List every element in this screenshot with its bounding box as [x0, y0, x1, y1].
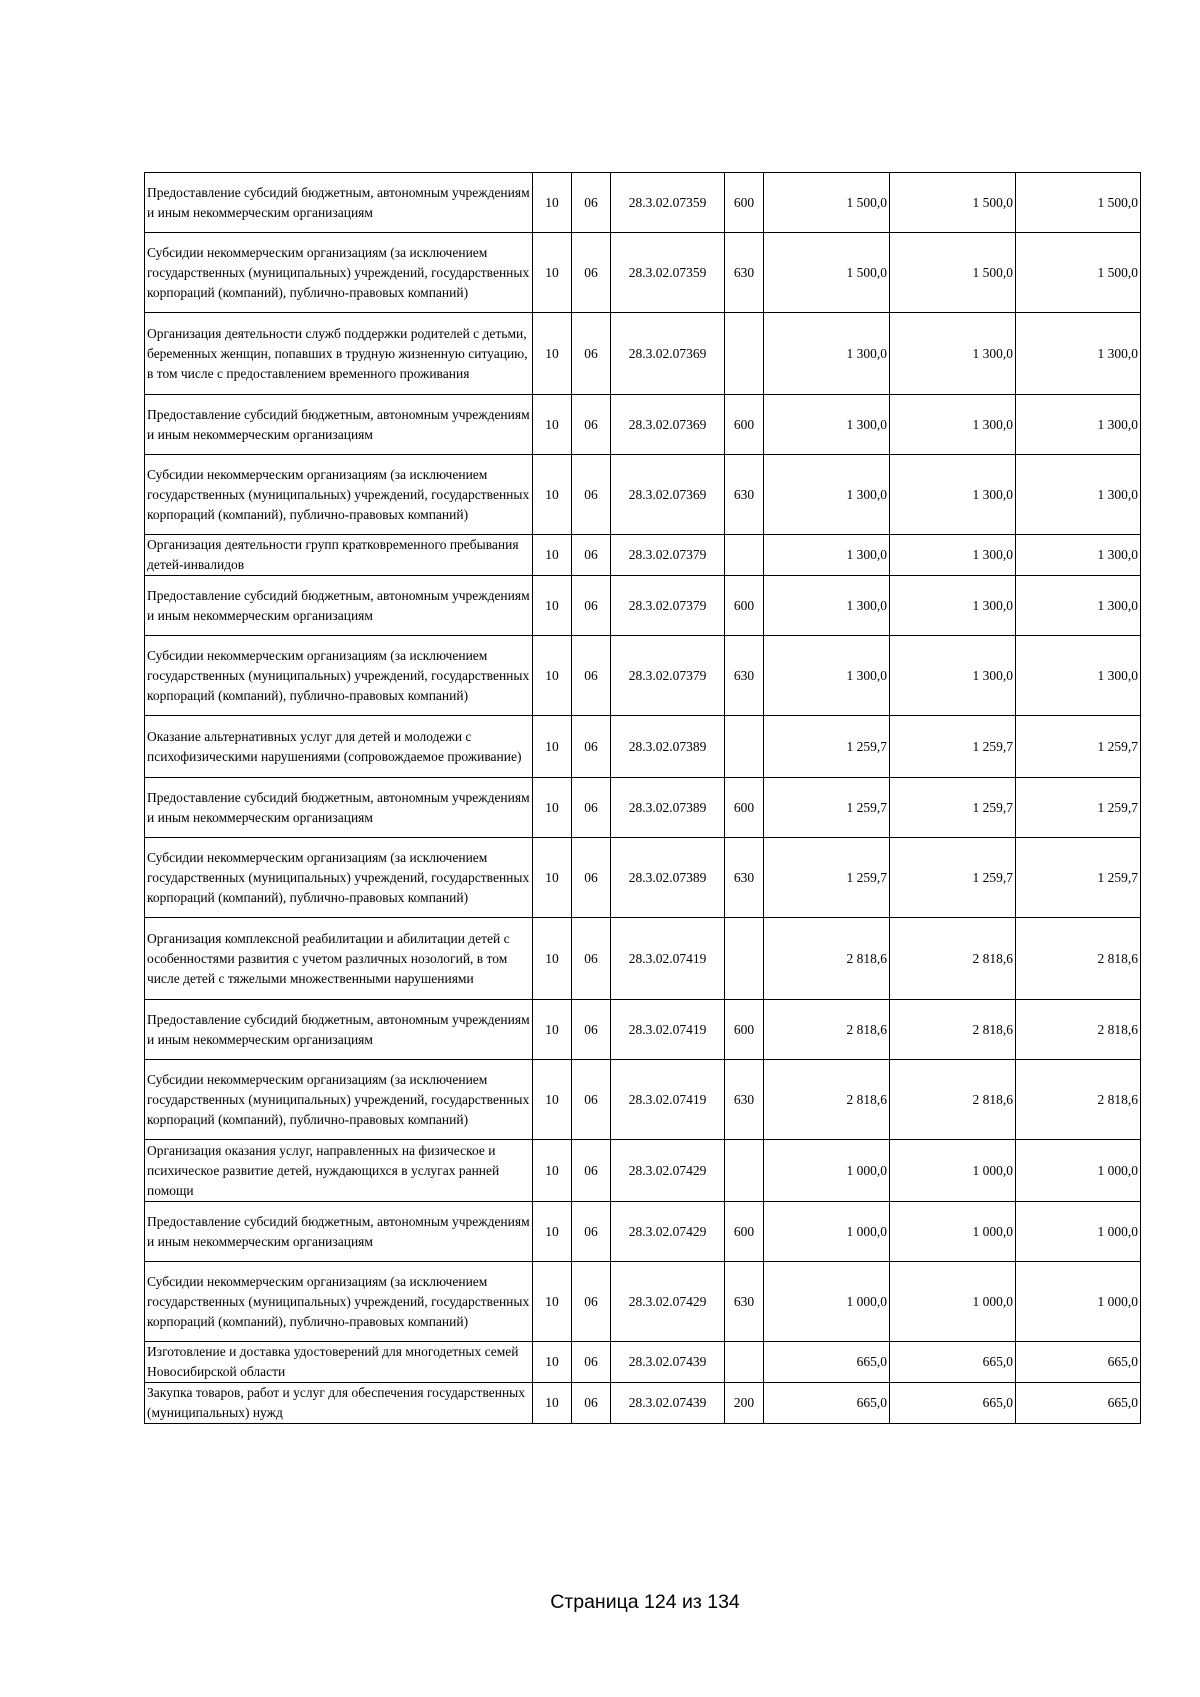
section-code: 10: [533, 1262, 572, 1342]
target-article-code: 28.3.02.07439: [611, 1383, 725, 1424]
expense-type-code: 630: [725, 1060, 764, 1140]
amount-year-3: 1 000,0: [1016, 1140, 1141, 1202]
expense-type-code: 600: [725, 1000, 764, 1060]
section-code: 10: [533, 1202, 572, 1262]
amount-year-3: 1 300,0: [1016, 636, 1141, 716]
subsection-code: 06: [572, 716, 611, 778]
page-number: Страница 124 из 134: [550, 1591, 740, 1613]
amount-year-1: 1 300,0: [764, 455, 890, 535]
amount-year-2: 1 000,0: [890, 1202, 1016, 1262]
row-description: Субсидии некоммерческим организациям (за исключением государственных (муниципальных) учреждений, государственных корпораций (компаний), публично-правовых компаний): [145, 838, 533, 918]
target-article-code: 28.3.02.07369: [611, 455, 725, 535]
table-row: [145, 313, 1141, 395]
amount-year-2: 1 300,0: [890, 576, 1016, 636]
table-row: [145, 1060, 1141, 1140]
amount-year-2: 665,0: [890, 1383, 1016, 1424]
section-code: 10: [533, 455, 572, 535]
expense-type-code: [725, 918, 764, 1000]
row-description: Субсидии некоммерческим организациям (за исключением государственных (муниципальных) учреждений, государственных корпораций (компаний), публично-правовых компаний): [145, 455, 533, 535]
table-row: [145, 535, 1141, 576]
amount-year-3: 1 300,0: [1016, 455, 1141, 535]
subsection-code: 06: [572, 778, 611, 838]
amount-year-2: 1 300,0: [890, 535, 1016, 576]
amount-year-2: 1 259,7: [890, 838, 1016, 918]
budget-table: [144, 172, 1141, 1424]
target-article-code: 28.3.02.07359: [611, 233, 725, 313]
amount-year-3: 1 300,0: [1016, 576, 1141, 636]
amount-year-1: 1 500,0: [764, 173, 890, 233]
row-description: Субсидии некоммерческим организациям (за исключением государственных (муниципальных) учреждений, государственных корпораций (компаний), публично-правовых компаний): [145, 636, 533, 716]
amount-year-1: 1 500,0: [764, 233, 890, 313]
expense-type-code: [725, 1140, 764, 1202]
amount-year-2: 2 818,6: [890, 1060, 1016, 1140]
table-row: [145, 1262, 1141, 1342]
expense-type-code: 600: [725, 395, 764, 455]
target-article-code: 28.3.02.07419: [611, 1060, 725, 1140]
expense-type-code: [725, 716, 764, 778]
row-description: Предоставление субсидий бюджетным, автономным учреждениям и иным некоммерческим организациям: [145, 173, 533, 233]
amount-year-3: 665,0: [1016, 1342, 1141, 1383]
table-row: [145, 576, 1141, 636]
section-code: 10: [533, 233, 572, 313]
section-code: 10: [533, 1342, 572, 1383]
row-description: Субсидии некоммерческим организациям (за исключением государственных (муниципальных) учреждений, государственных корпораций (компаний), публично-правовых компаний): [145, 1060, 533, 1140]
section-code: 10: [533, 1383, 572, 1424]
expense-type-code: 600: [725, 173, 764, 233]
amount-year-3: 1 300,0: [1016, 535, 1141, 576]
section-code: 10: [533, 918, 572, 1000]
row-description: Субсидии некоммерческим организациям (за исключением государственных (муниципальных) учреждений, государственных корпораций (компаний), публично-правовых компаний): [145, 233, 533, 313]
row-description: Предоставление субсидий бюджетным, автономным учреждениям и иным некоммерческим организациям: [145, 576, 533, 636]
amount-year-2: 1 300,0: [890, 395, 1016, 455]
amount-year-2: 2 818,6: [890, 918, 1016, 1000]
subsection-code: 06: [572, 535, 611, 576]
row-description: Субсидии некоммерческим организациям (за исключением государственных (муниципальных) учреждений, государственных корпораций (компаний), публично-правовых компаний): [145, 1262, 533, 1342]
expense-type-code: 600: [725, 1202, 764, 1262]
amount-year-3: 1 259,7: [1016, 716, 1141, 778]
subsection-code: 06: [572, 918, 611, 1000]
table-row: [145, 1000, 1141, 1060]
expense-type-code: 630: [725, 838, 764, 918]
subsection-code: 06: [572, 1342, 611, 1383]
amount-year-2: 1 000,0: [890, 1140, 1016, 1202]
target-article-code: 28.3.02.07419: [611, 1000, 725, 1060]
section-code: 10: [533, 778, 572, 838]
amount-year-1: 665,0: [764, 1383, 890, 1424]
target-article-code: 28.3.02.07389: [611, 838, 725, 918]
row-description: Организация деятельности служб поддержки родителей с детьми, беременных женщин, попавших в трудную жизненную ситуацию, в том числе с предоставлением временного проживания: [145, 313, 533, 395]
target-article-code: 28.3.02.07369: [611, 313, 725, 395]
table-row: [145, 455, 1141, 535]
expense-type-code: 630: [725, 1262, 764, 1342]
target-article-code: 28.3.02.07379: [611, 576, 725, 636]
section-code: 10: [533, 838, 572, 918]
target-article-code: 28.3.02.07389: [611, 716, 725, 778]
table-row: [145, 233, 1141, 313]
row-description: Изготовление и доставка удостоверений для многодетных семей Новосибирской области: [145, 1342, 533, 1383]
amount-year-3: 1 500,0: [1016, 173, 1141, 233]
target-article-code: 28.3.02.07379: [611, 535, 725, 576]
amount-year-2: 1 300,0: [890, 455, 1016, 535]
expense-type-code: 630: [725, 233, 764, 313]
table-row: [145, 716, 1141, 778]
amount-year-3: 1 300,0: [1016, 395, 1141, 455]
table-row: [145, 838, 1141, 918]
amount-year-1: 1 000,0: [764, 1140, 890, 1202]
amount-year-2: 1 259,7: [890, 778, 1016, 838]
amount-year-2: 1 300,0: [890, 313, 1016, 395]
amount-year-1: 1 259,7: [764, 716, 890, 778]
row-description: Предоставление субсидий бюджетным, автономным учреждениям и иным некоммерческим организациям: [145, 778, 533, 838]
target-article-code: 28.3.02.07379: [611, 636, 725, 716]
amount-year-3: 1 500,0: [1016, 233, 1141, 313]
subsection-code: 06: [572, 636, 611, 716]
table-row: [145, 1383, 1141, 1424]
row-description: Предоставление субсидий бюджетным, автономным учреждениям и иным некоммерческим организациям: [145, 395, 533, 455]
amount-year-3: 1 000,0: [1016, 1202, 1141, 1262]
amount-year-2: 1 500,0: [890, 233, 1016, 313]
subsection-code: 06: [572, 1202, 611, 1262]
table-row: [145, 1140, 1141, 1202]
section-code: 10: [533, 1000, 572, 1060]
amount-year-2: 665,0: [890, 1342, 1016, 1383]
row-description: Организация комплексной реабилитации и абилитации детей с особенностями развития с учетом различных нозологий, в том числе детей с тяжелыми множественными нарушениями: [145, 918, 533, 1000]
target-article-code: 28.3.02.07419: [611, 918, 725, 1000]
section-code: 10: [533, 716, 572, 778]
section-code: 10: [533, 1060, 572, 1140]
row-description: Предоставление субсидий бюджетным, автономным учреждениям и иным некоммерческим организациям: [145, 1000, 533, 1060]
section-code: 10: [533, 395, 572, 455]
expense-type-code: 630: [725, 455, 764, 535]
section-code: 10: [533, 173, 572, 233]
subsection-code: 06: [572, 1060, 611, 1140]
amount-year-3: 2 818,6: [1016, 1060, 1141, 1140]
subsection-code: 06: [572, 395, 611, 455]
subsection-code: 06: [572, 233, 611, 313]
table-row: [145, 636, 1141, 716]
subsection-code: 06: [572, 455, 611, 535]
amount-year-3: 1 259,7: [1016, 778, 1141, 838]
amount-year-1: 2 818,6: [764, 1000, 890, 1060]
table-row: [145, 1342, 1141, 1383]
amount-year-1: 1 300,0: [764, 313, 890, 395]
section-code: 10: [533, 1140, 572, 1202]
amount-year-2: 2 818,6: [890, 1000, 1016, 1060]
amount-year-1: 1 300,0: [764, 395, 890, 455]
row-description: Организация оказания услуг, направленных на физическое и психическое развитие детей, нуждающихся в услугах ранней помощи: [145, 1140, 533, 1202]
row-description: Оказание альтернативных услуг для детей и молодежи с психофизическими нарушениями (сопровождаемое проживание): [145, 716, 533, 778]
amount-year-2: 1 000,0: [890, 1262, 1016, 1342]
expense-type-code: 600: [725, 576, 764, 636]
amount-year-1: 2 818,6: [764, 918, 890, 1000]
expense-type-code: [725, 1342, 764, 1383]
expense-type-code: [725, 535, 764, 576]
subsection-code: 06: [572, 1262, 611, 1342]
expense-type-code: 200: [725, 1383, 764, 1424]
target-article-code: 28.3.02.07429: [611, 1262, 725, 1342]
amount-year-1: 1 000,0: [764, 1202, 890, 1262]
subsection-code: 06: [572, 1000, 611, 1060]
section-code: 10: [533, 576, 572, 636]
amount-year-1: 1 000,0: [764, 1262, 890, 1342]
subsection-code: 06: [572, 1383, 611, 1424]
amount-year-1: 2 818,6: [764, 1060, 890, 1140]
target-article-code: 28.3.02.07429: [611, 1140, 725, 1202]
row-description: Закупка товаров, работ и услуг для обеспечения государственных (муниципальных) нужд: [145, 1383, 533, 1424]
table-row: [145, 395, 1141, 455]
amount-year-1: 1 259,7: [764, 838, 890, 918]
expense-type-code: [725, 313, 764, 395]
table-row: [145, 1202, 1141, 1262]
subsection-code: 06: [572, 313, 611, 395]
amount-year-3: 1 000,0: [1016, 1262, 1141, 1342]
table-row: [145, 173, 1141, 233]
amount-year-1: 1 259,7: [764, 778, 890, 838]
amount-year-3: 2 818,6: [1016, 1000, 1141, 1060]
amount-year-1: 1 300,0: [764, 636, 890, 716]
subsection-code: 06: [572, 576, 611, 636]
amount-year-2: 1 300,0: [890, 636, 1016, 716]
row-description: Предоставление субсидий бюджетным, автономным учреждениям и иным некоммерческим организациям: [145, 1202, 533, 1262]
amount-year-1: 1 300,0: [764, 576, 890, 636]
amount-year-3: 1 300,0: [1016, 313, 1141, 395]
amount-year-2: 1 259,7: [890, 716, 1016, 778]
target-article-code: 28.3.02.07369: [611, 395, 725, 455]
target-article-code: 28.3.02.07389: [611, 778, 725, 838]
amount-year-1: 1 300,0: [764, 535, 890, 576]
section-code: 10: [533, 636, 572, 716]
target-article-code: 28.3.02.07359: [611, 173, 725, 233]
subsection-code: 06: [572, 838, 611, 918]
amount-year-1: 665,0: [764, 1342, 890, 1383]
row-description: Организация деятельности групп кратковременного пребывания детей-инвалидов: [145, 535, 533, 576]
expense-type-code: 630: [725, 636, 764, 716]
target-article-code: 28.3.02.07429: [611, 1202, 725, 1262]
amount-year-3: 665,0: [1016, 1383, 1141, 1424]
table-row: [145, 778, 1141, 838]
subsection-code: 06: [572, 1140, 611, 1202]
amount-year-3: 1 259,7: [1016, 838, 1141, 918]
section-code: 10: [533, 313, 572, 395]
amount-year-2: 1 500,0: [890, 173, 1016, 233]
subsection-code: 06: [572, 173, 611, 233]
target-article-code: 28.3.02.07439: [611, 1342, 725, 1383]
amount-year-3: 2 818,6: [1016, 918, 1141, 1000]
section-code: 10: [533, 535, 572, 576]
table-row: [145, 918, 1141, 1000]
expense-type-code: 600: [725, 778, 764, 838]
